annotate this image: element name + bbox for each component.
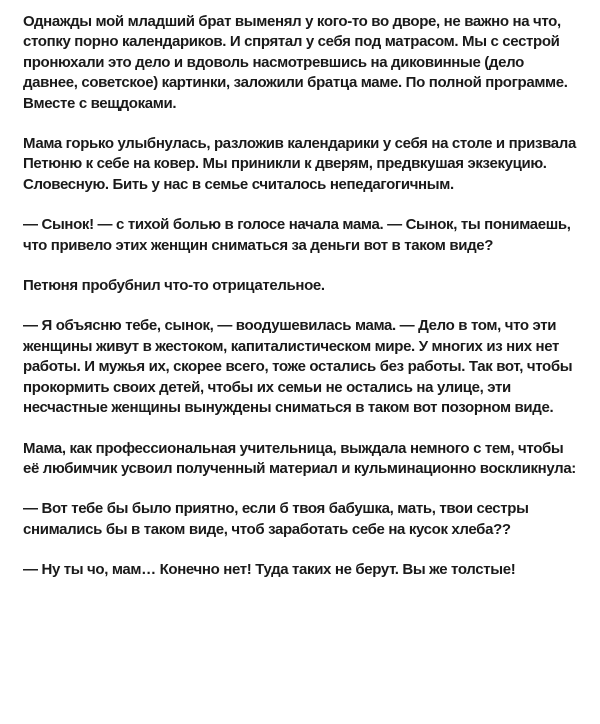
paragraph-6: Мама, как профессиональная учительница, выждала немного с тем, чтобы её любимчик усвоил полученный материал и кульминационно воскликнула:: [23, 439, 576, 477]
paragraph-5: — Я объясню тебе, сынок, — воодушевилась мама. — Дело в том, что эти женщины живут в жестоком, капиталистическом мире. У многих из них нет работы. И мужья их, скорее всего, тоже остались без работы. Так вот, чтобы прокормить своих детей, чтобы их семьи не остались на улице, эти несчастные женщины вынуждены сниматься в таком вот позорном виде.: [23, 317, 573, 417]
paragraph-1: Однажды мой младший брат выменял у кого-то во дворе, не важно на что, стопку порно календариков. И спрятал у себя под матрасом. Мы с сестрой пронюхали это дело и вдоволь насмотревшись на диковинные (дело давнее, советское) картинки, заложили братца маме. По полной программе. Вместе с вещдоками.: [23, 13, 568, 112]
paragraph-8: — Ну ты чо, мам… Конечно нет! Туда таких не берут. Вы же толстые!: [23, 561, 516, 579]
paragraph-2: Мама горько улыбнулась, разложив календарики у себя на столе и призвала Петюню к себе на ковер. Мы приникли к дверям, предвкушая экзекуцию. Словесную. Бить у нас в семье считалось непедагогичным.: [23, 135, 576, 193]
paragraph-4: Петюня пробубнил что-то отрицательное.: [23, 277, 325, 295]
paragraph-7: — Вот тебе бы было приятно, если б твоя бабушка, мать, твои сестры снимались бы в таком виде, чтоб заработать себе на кусок хлеба??: [23, 500, 529, 538]
paragraph-3: — Сынок! — с тихой болью в голосе начала мама. — Сынок, ты понимаешь, что привело этих женщин сниматься за деньги вот в таком виде?: [23, 216, 571, 254]
